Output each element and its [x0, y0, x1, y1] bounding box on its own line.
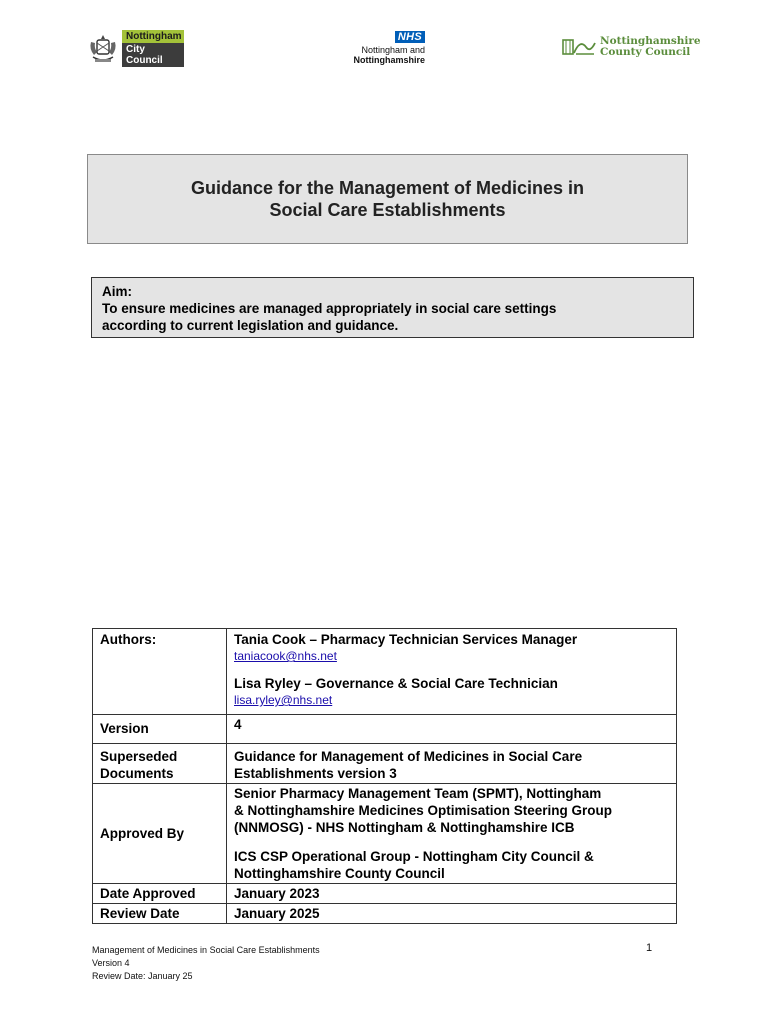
authors-label: Authors: — [93, 629, 227, 715]
nhs-badge: NHS — [395, 31, 425, 43]
table-row-version — [93, 715, 677, 744]
county-emblem-icon — [562, 37, 596, 57]
approved-by-line3: (NNMOSG) - NHS Nottingham & Nottinghamshire ICB — [234, 820, 575, 835]
aim-box — [91, 277, 694, 338]
superseded-label-line1: Superseded — [100, 749, 178, 764]
nhs-logo-line2: Nottinghamshire — [353, 55, 425, 65]
review-date-label: Review Date — [93, 904, 227, 924]
nhs-logo-line1: Nottingham and — [361, 45, 425, 55]
review-date-value: January 2025 — [227, 904, 677, 924]
superseded-label-line2: Documents — [100, 766, 174, 781]
footer-doc-name: Management of Medicines in Social Care Establishments — [92, 945, 320, 955]
table-row-authors — [93, 629, 677, 715]
superseded-label — [93, 744, 227, 784]
author1-email-link[interactable]: taniacook@nhs.net — [234, 649, 337, 663]
version-value: 4 — [227, 715, 677, 744]
superseded-value-line1: Guidance for Management of Medicines in Social Care — [234, 749, 583, 764]
nottinghamshire-county-council-logo — [562, 36, 701, 58]
author1-name: Tania Cook – Pharmacy Technician Services Manager — [234, 632, 578, 647]
county-logo-line2: County Council — [600, 46, 691, 58]
county-logo-line1: Nottinghamshire — [600, 35, 701, 47]
footer-review-date: Review Date: January 25 — [92, 971, 193, 981]
version-label-text: Version — [100, 721, 149, 736]
date-approved-label: Date Approved — [93, 884, 227, 904]
date-approved-value: January 2023 — [227, 884, 677, 904]
aim-text-line2: according to current legislation and guidance. — [102, 318, 399, 333]
document-info-table — [92, 628, 677, 924]
table-row-superseded — [93, 744, 677, 784]
nhs-nottingham-logo — [345, 27, 425, 65]
superseded-value-line2: Establishments version 3 — [234, 766, 397, 781]
approved-by-value — [227, 784, 677, 884]
document-title-line1: Guidance for the Management of Medicines in — [190, 178, 585, 198]
nottingham-city-council-logo — [88, 30, 184, 67]
city-logo-line2: City Council — [122, 43, 184, 67]
page-footer — [92, 944, 320, 983]
page-number: 1 — [646, 942, 653, 954]
city-logo-line1: Nottingham — [122, 30, 184, 43]
document-title-box — [87, 154, 688, 244]
aim-text-line1: To ensure medicines are managed appropriately in social care settings — [102, 301, 557, 316]
author2-name: Lisa Ryley – Governance & Social Care Technician — [234, 676, 558, 691]
table-row-review-date — [93, 904, 677, 924]
city-crest-icon — [88, 33, 118, 65]
superseded-value — [227, 744, 677, 784]
aim-heading: Aim: — [102, 284, 132, 299]
version-label — [93, 715, 227, 744]
approved-by-label: Approved By — [93, 784, 227, 884]
approved-by-line5: Nottinghamshire County Council — [234, 866, 445, 881]
author2-email-link[interactable]: lisa.ryley@nhs.net — [234, 693, 333, 707]
table-row-date-approved — [93, 884, 677, 904]
authors-value — [227, 629, 677, 715]
document-title-line2: Social Care Establishments — [269, 200, 506, 220]
approved-by-line4: ICS CSP Operational Group - Nottingham City Council & — [234, 849, 594, 864]
approved-by-line2: & Nottinghamshire Medicines Optimisation Steering Group — [234, 803, 613, 818]
approved-by-line1: Senior Pharmacy Management Team (SPMT), Nottingham — [234, 786, 602, 801]
table-row-approved-by — [93, 784, 677, 884]
footer-version: Version 4 — [92, 958, 130, 968]
